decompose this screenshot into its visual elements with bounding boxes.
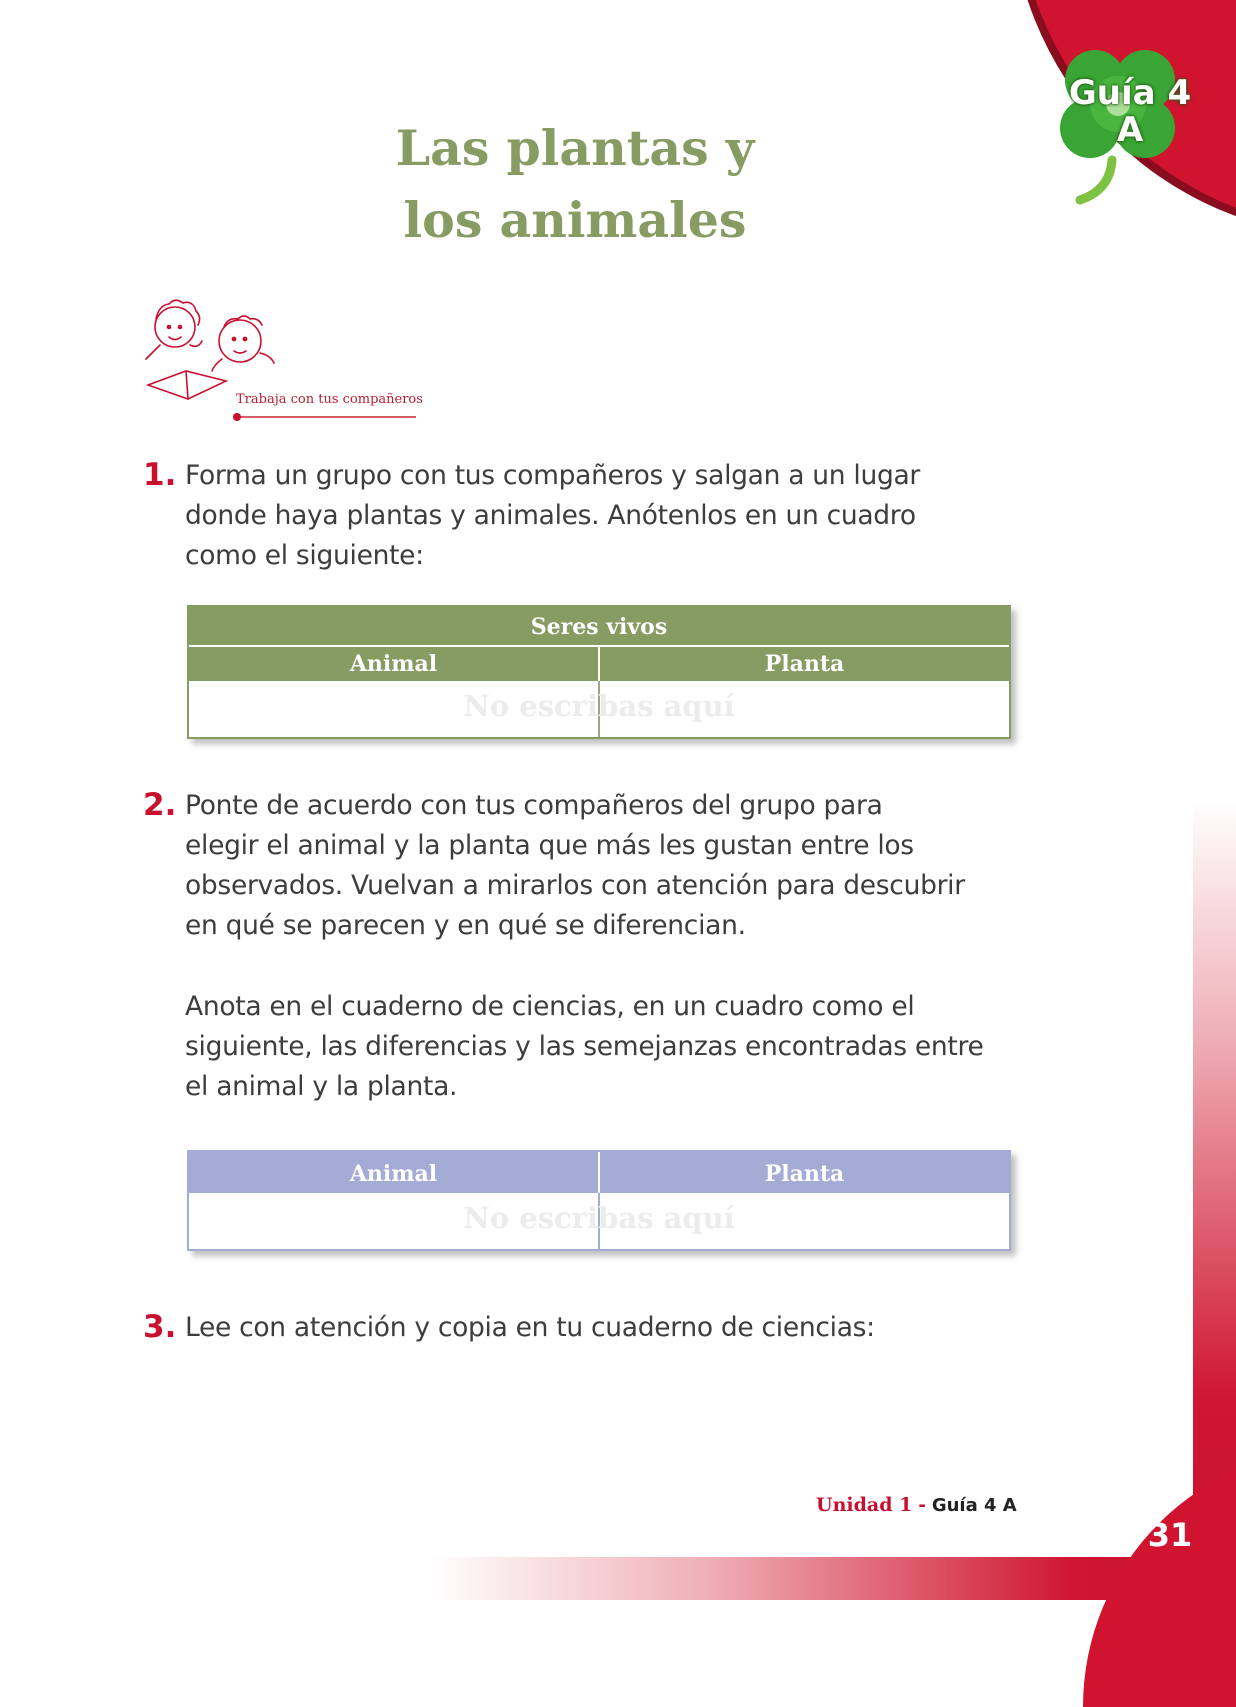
question-1-line: donde haya plantas y animales. Anótenlos en un cuadro	[185, 500, 916, 531]
question-2-line: en qué se parecen y en qué se diferencian.	[185, 910, 746, 941]
question-1-line: como el siguiente:	[185, 540, 424, 571]
table-cell-plant	[598, 1193, 1009, 1249]
teamwork-dot	[233, 413, 241, 421]
question-2-line: observados. Vuelvan a mirarlos con atención para descubrir	[185, 870, 965, 901]
column-header-plant: Planta	[598, 1152, 1009, 1193]
living-beings-table	[187, 605, 1011, 739]
question-2-text	[185, 786, 1020, 946]
question-2-instruction	[185, 987, 1020, 1107]
teamwork-underline	[236, 416, 416, 418]
question-1-line: Forma un grupo con tus compañeros y salgan a un lugar	[185, 460, 921, 491]
column-header-plant: Planta	[598, 647, 1009, 681]
question-1-number: 1.	[143, 457, 177, 493]
question-3-text	[185, 1308, 1020, 1348]
question-2-instruction-line: siguiente, las diferencias y las semejanzas encontradas entre	[185, 1031, 984, 1062]
comparison-table	[187, 1150, 1011, 1251]
teamwork-label: Trabaja con tus compañeros	[236, 392, 423, 407]
question-2-instruction-line: Anota en el cuaderno de ciencias, en un cuadro como el	[185, 991, 915, 1022]
question-3-line: Lee con atención y copia en tu cuaderno de ciencias:	[185, 1312, 875, 1343]
table-header-row	[189, 1152, 1009, 1193]
footer-unit: Unidad 1	[816, 1494, 913, 1516]
table-header-living-beings: Seres vivos	[189, 607, 1009, 647]
column-header-animal: Animal	[189, 647, 598, 681]
guide-badge	[1060, 68, 1200, 156]
do-not-write-watermark: No escribas aquí	[463, 689, 735, 723]
page-title	[330, 112, 820, 256]
page-title-line1: Las plantas y	[395, 119, 755, 177]
table-header-row	[189, 647, 1009, 681]
footer-guide: Guía 4 A	[931, 1495, 1017, 1516]
page-title-line2: los animales	[403, 191, 747, 249]
table-cell-animal	[189, 681, 598, 737]
table-cell-animal	[189, 1193, 598, 1249]
question-2-line: Ponte de acuerdo con tus compañeros del grupo para	[185, 790, 883, 821]
guide-badge-line2: A	[1116, 110, 1144, 150]
footer	[816, 1494, 1017, 1516]
table-cell-plant	[598, 681, 1009, 737]
column-header-animal: Animal	[189, 1152, 598, 1193]
guide-badge-line1: Guía 4	[1068, 73, 1192, 113]
table-body-row	[189, 681, 1009, 737]
page-number: 31	[1147, 1516, 1193, 1554]
question-2-number: 2.	[143, 787, 177, 823]
question-2-instruction-line: el animal y la planta.	[185, 1071, 458, 1102]
do-not-write-watermark: No escribas aquí	[463, 1201, 735, 1235]
question-1-text	[185, 456, 1020, 576]
footer-separator: -	[918, 1495, 926, 1516]
question-2-line: elegir el animal y la planta que más les gustan entre los	[185, 830, 914, 861]
table-body-row	[189, 1193, 1009, 1249]
question-3-number: 3.	[143, 1309, 177, 1345]
